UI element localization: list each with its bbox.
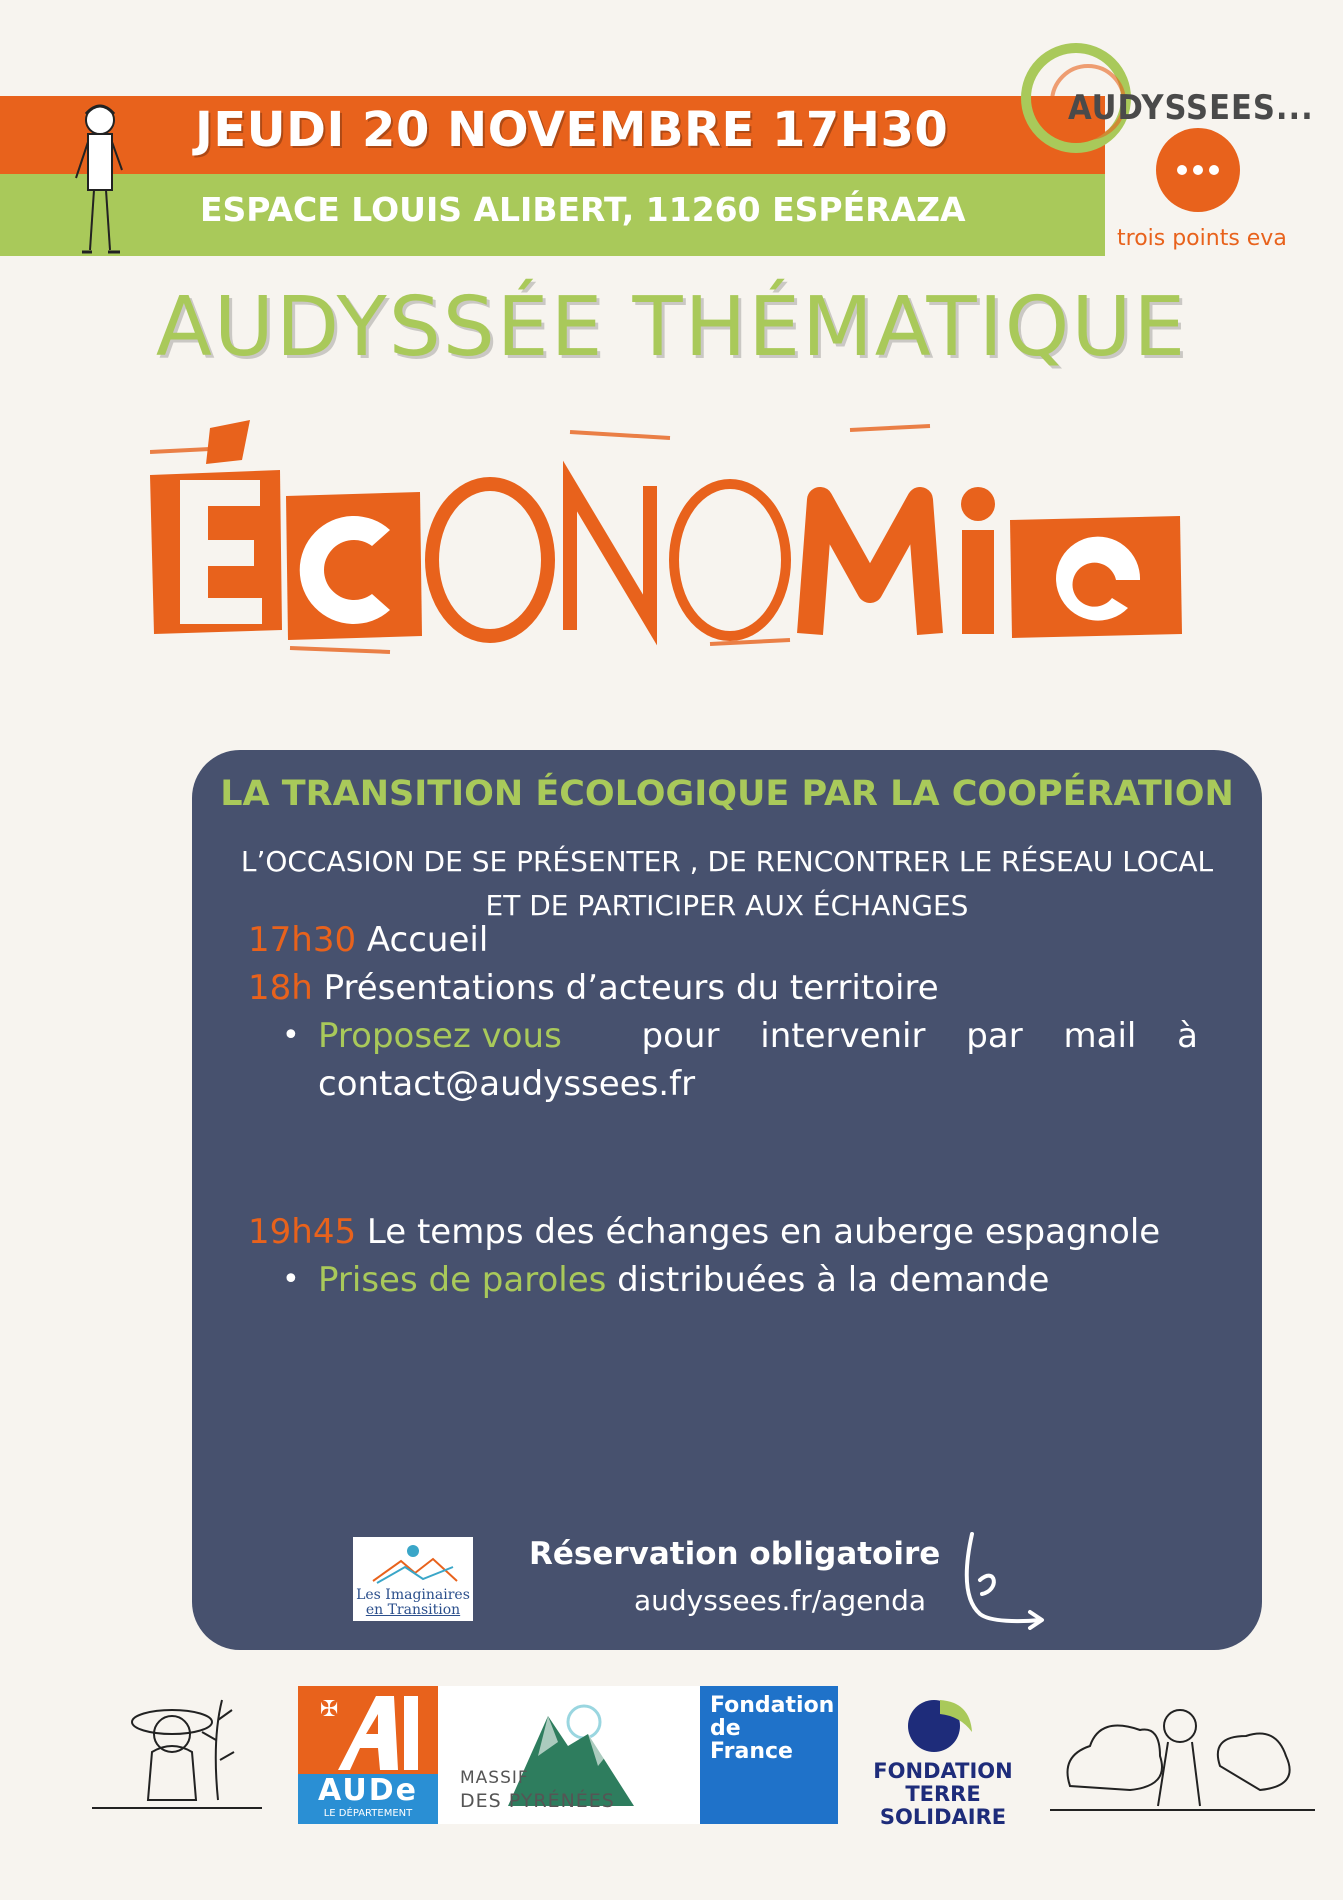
schedule-text: Présentations d’acteurs du territoire [312, 968, 939, 1008]
fondation-de-france-text [710, 1694, 834, 1763]
letter-n-1 [570, 486, 650, 630]
bullet-dot: • [282, 1018, 300, 1053]
bullet-prises [318, 1260, 1049, 1300]
schedule-text: Accueil [356, 920, 489, 960]
terre-solidaire-icon [900, 1692, 980, 1756]
letter-c [286, 492, 422, 640]
bullet-highlight: Proposez vous [318, 1016, 562, 1056]
bullet-highlight: Prises de paroles [318, 1260, 607, 1300]
letter-o-2 [674, 484, 786, 636]
event-date: JEUDI 20 NOVEMBRE 17H30 [195, 102, 949, 158]
bullet-text-a: pour intervenir par mail à [641, 1016, 1198, 1056]
schedule-item [248, 1212, 1160, 1252]
logo-name: AUDYSSEES... [1068, 88, 1314, 128]
schedule-item [248, 968, 939, 1008]
bullet-text: distribuées à la demande [606, 1260, 1050, 1300]
aude-name-band [298, 1774, 438, 1824]
massif-pyrenees-logo [438, 1686, 700, 1824]
fondation-terre-solidaire-text [858, 1760, 1028, 1829]
schedule-time: 19h45 [248, 1212, 357, 1252]
schedule-time: 18h [248, 968, 313, 1008]
gardener-illustration [92, 1680, 262, 1830]
aude-a-icon [298, 1686, 438, 1774]
reservation-title: Réservation obligatoire [529, 1536, 941, 1572]
letter-o-1 [432, 484, 548, 636]
curved-arrow-icon [960, 1530, 1050, 1630]
schedule-time: 17h30 [248, 920, 357, 960]
svg-text:✠: ✠ [320, 1697, 339, 1722]
event-venue: ESPACE LOUIS ALIBERT, 11260 ESPÉRAZA [200, 190, 966, 229]
person-illustration [62, 100, 134, 260]
bullet-dot: • [282, 1262, 300, 1297]
contact-email: contact@audyssees.fr [318, 1064, 696, 1104]
panel-intro-line-2: ET DE PARTICIPER AUX ÉCHANGES [485, 889, 969, 922]
imaginaires-logo-text [353, 1588, 473, 1618]
economie-title-art [150, 420, 1190, 660]
letter-e-final [1010, 516, 1182, 638]
massif-line-1: MASSIF [460, 1768, 529, 1788]
panel-heading: LA TRANSITION ÉCOLOGIQUE PAR LA COOPÉRATION [220, 774, 1234, 814]
reservation-link[interactable]: audyssees.fr/agenda [634, 1584, 927, 1617]
schedule-item [248, 920, 488, 960]
fdf-line-2: de [710, 1716, 741, 1741]
aude-name: AUDe [318, 1773, 418, 1808]
logo-tagline: trois points eva [1117, 226, 1287, 251]
aude-sub: LE DÉPARTEMENT [323, 1808, 413, 1819]
letter-i [961, 487, 995, 634]
massif-line-2: DES PYRÉNÉES [460, 1790, 615, 1812]
panel-intro-line-1: L’OCCASION DE SE PRÉSENTER , DE RENCONTRER LE RÉSEAU LOCAL [240, 845, 1214, 878]
fdf-line-3: France [710, 1739, 793, 1764]
schedule-text: Le temps des échanges en auberge espagnole [356, 1212, 1161, 1252]
fts-line-1: FONDATION [873, 1759, 1013, 1783]
imaginaires-line-1: Les Imaginaires [356, 1587, 470, 1603]
bullet-proposez [318, 1016, 1198, 1056]
imaginaires-line-2: en Transition [365, 1602, 461, 1618]
trees-illustration [1050, 1686, 1315, 1826]
fdf-line-1: Fondation [710, 1693, 835, 1718]
fts-line-2: TERRE SOLIDAIRE [879, 1782, 1007, 1829]
mountain-icon [353, 1537, 473, 1587]
theme-title: AUDYSSÉE THÉMATIQUE [155, 280, 1188, 375]
letter-m [810, 500, 930, 634]
panel-intro [192, 840, 1262, 928]
